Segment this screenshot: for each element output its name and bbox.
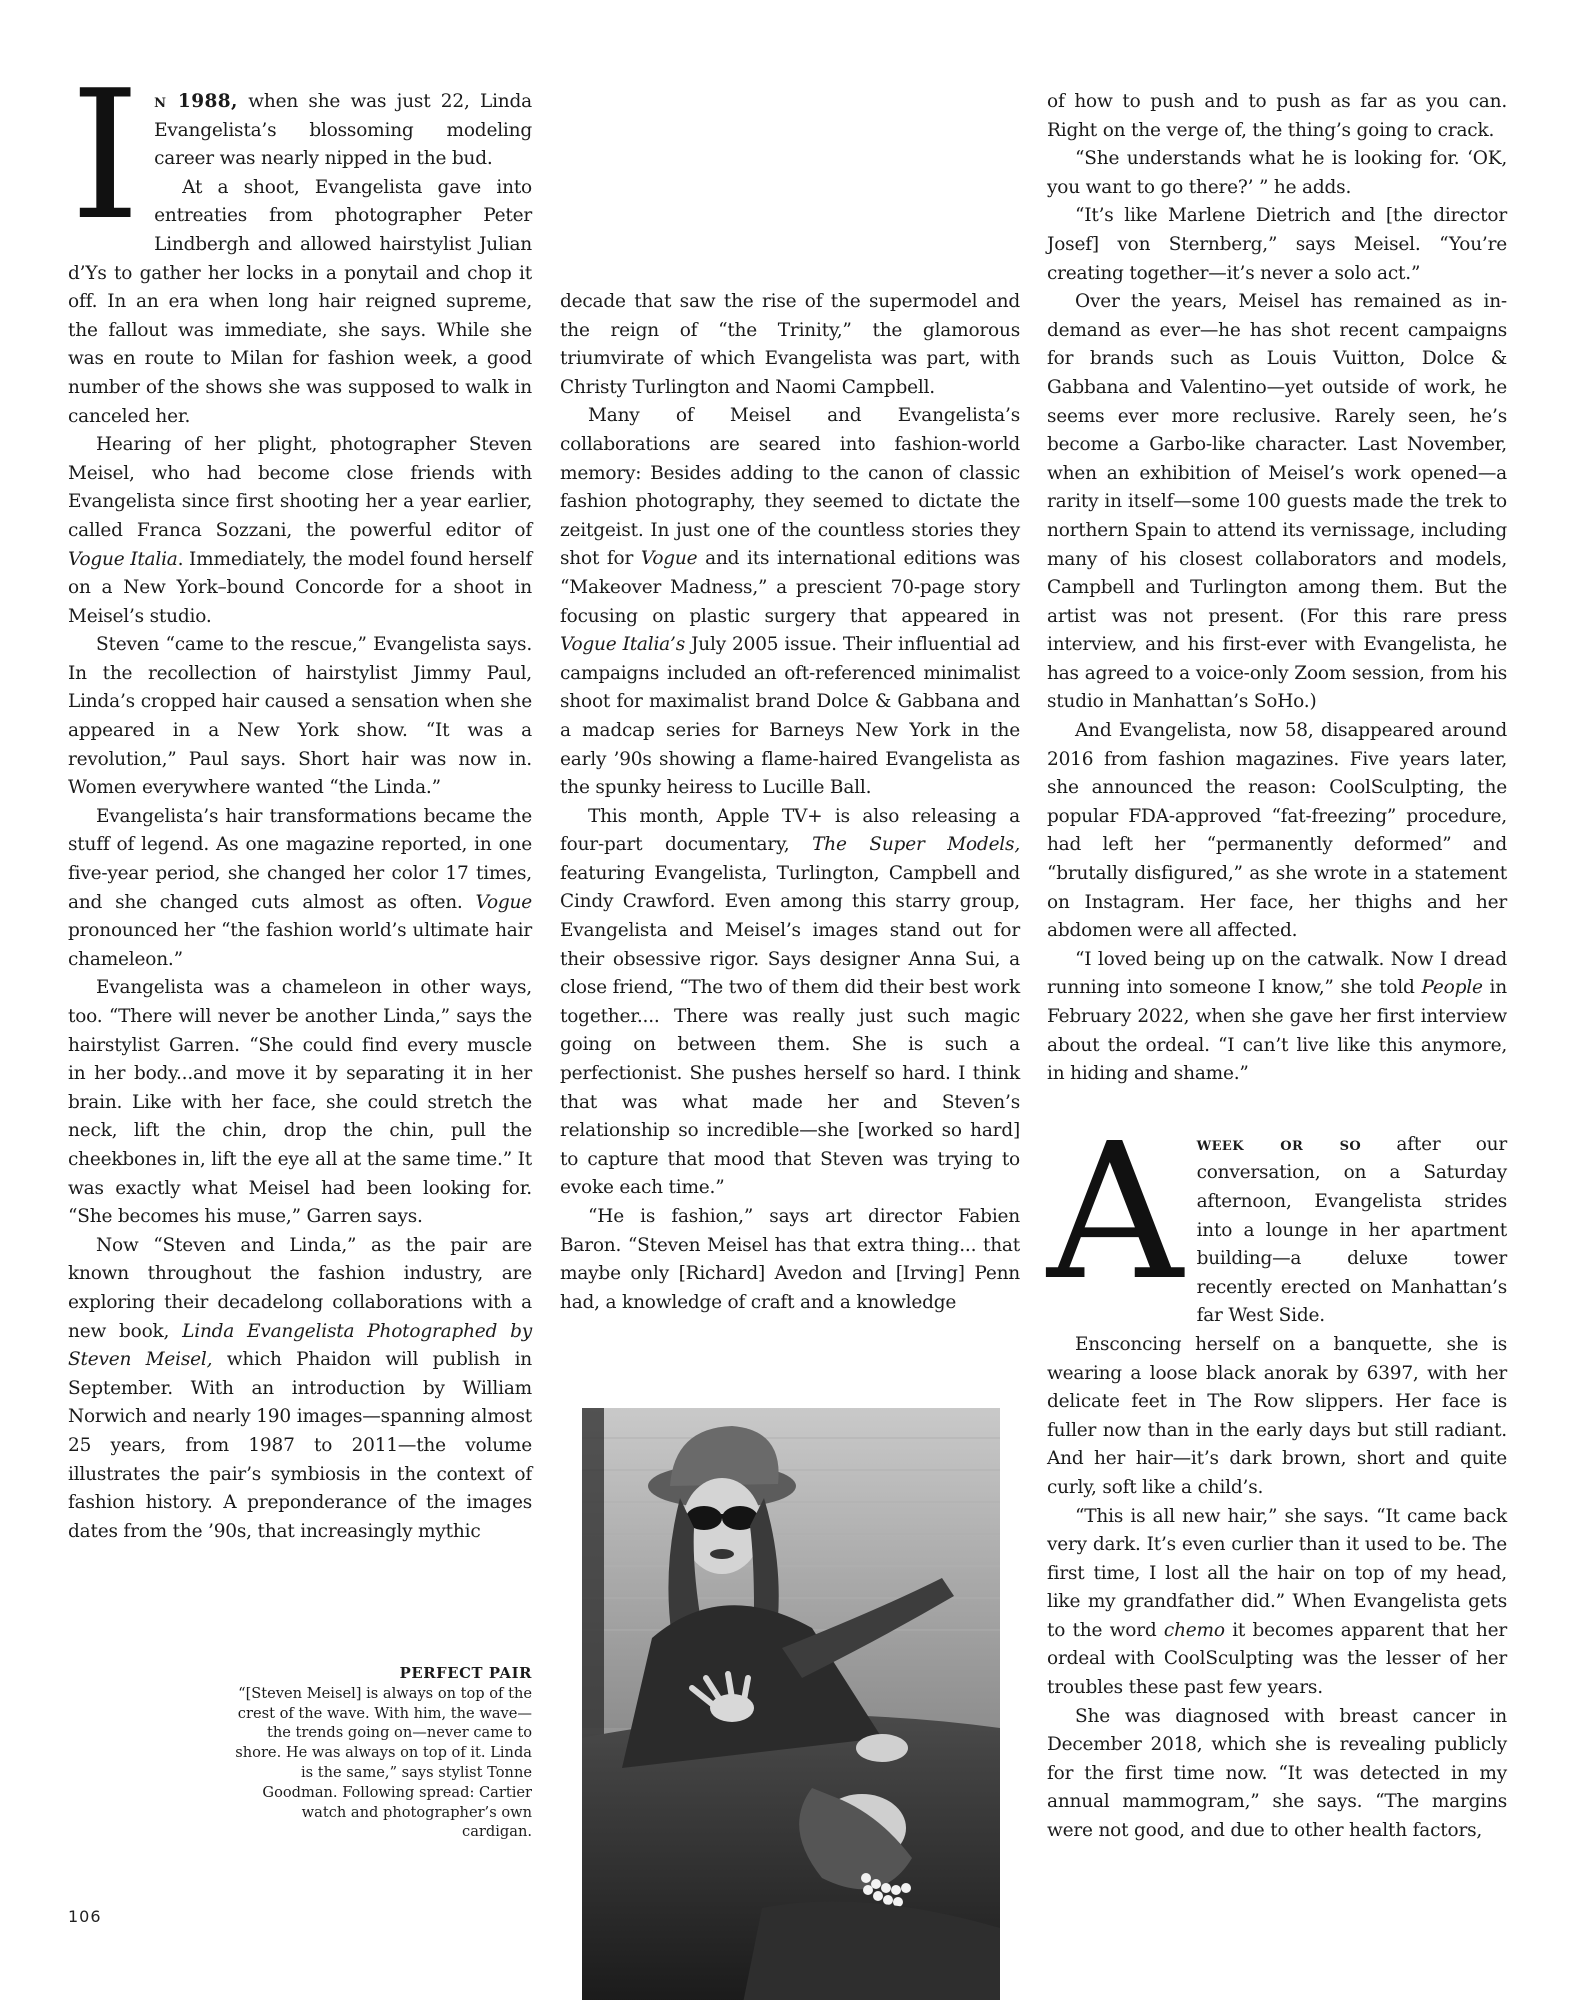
paragraph: At a shoot, Evangelista gave into entreaties from photographer Peter Lindbergh and allowed hairstylist Julian d’Ys to gather her locks in a ponytail and chop it off. In an era when long hair reigned supreme, the fallout was immediate, she says. While she was en route to Milan for fashion week, a good number of the shows she was supposed to walk in canceled her. [68,176,532,427]
caption-text: “[Steven Meisel] is always on top of the crest of the wave. With him, the wave—the trends going on—never came to shore. He was always on top of it. Linda is the same,” says stylist Tonne Goodman. Following spread: Cartier watch and photographer’s own cardigan. [235,1684,532,1841]
paragraph: Now “Steven and Linda,” as the pair are known throughout the fashion industry, are exploring their decadelong collaborations with a new book, Linda Evangelista Photographed by Steven Meisel, which Phaidon will publish in September. With an introduction by William Norwich and nearly 190 images—spanning almost 25 years, from 1987 to 2011—the volume illustrates the pair’s symbiosis in the context of fashion history. A preponderance of the images dates from the ’90s, that increasingly mythic [68,1234,532,1542]
paragraph: “This is all new hair,” she says. “It came back very dark. It’s even curlier than it used to be. The first time, I lost all the hair on top of my head, like my grandfather did.” When Evangelista gets to the word chemo it becomes apparent that her ordeal with CoolSculpting was the lesser of her troubles these past few years. [1047,1505,1507,1699]
paragraph: “He is fashion,” says art director Fabien Baron. “Steven Meisel has that extra thing... that maybe only [Richard] Avedon and [Irving] Penn had, a knowledge of craft and a knowledge [560,1206,1020,1313]
drop-cap-a: A [1047,1102,1183,1322]
photo-portrait [582,1408,1000,2000]
paragraph-text: when she was just 22, Linda Evangelista’s blossoming modeling career was nearly nipped in the bud. [154,91,532,170]
paragraph: And Evangelista, now 58, disappeared around 2016 from fashion magazines. Five years later, she announced the reason: CoolSculpting, the popular FDA-approved “fat-freezing” procedure, had left her “permanently deformed” and “brutally disfigured,” as she wrote in a statement on Instagram. Her face, her thighs and her abdomen were all affected. [1047,720,1507,942]
paragraph: Many of Meisel and Evangelista’s collaborations are seared into fashion-world memory: Besides adding to the canon of classic fashion photography, they seemed to dictate the zeitgeist. In just one of the countless stories they shot for Vogue and its international editions was “Makeover Madness,” a prescient 70-page story focusing on plastic surgery that appeared in Vogue Italia’s July 2005 issue. Their influential ad campaigns included an oft-referenced minimalist shoot for maximalist brand Dolce & Gabbana and a madcap series for Barneys New York in the early ’90s showing a flame-haired Evangelista as the spunky heiress to Lucille Ball. [560,405,1020,799]
paragraph: Over the years, Meisel has remained as in-demand as ever—he has shot recent campaigns for brands such as Louis Vuitton, Dolce & Gabbana and Valentino—yet outside of work, he seems ever more reclusive. Rarely seen, he’s become a Garbo-like character. Last November, when an exhibition of Meisel’s work opened—a rarity in itself—some 100 guests made the trek to northern Spain to attend its vernissage, including many of his closest collaborators and models, Campbell and Turlington among them. But the artist was not present. (For this rare press interview, and his first-ever with Evangelista, he has agreed to a voice-only Zoom session, from his studio in Manhattan’s SoHo.) [1047,291,1507,713]
caption-title: PERFECT PAIR [399,1665,532,1682]
paragraph: This month, Apple TV+ is also releasing a four-part documentary, The Super Models, featuring Evangelista, Turlington, Campbell and Cindy Crawford. Even among this starry group, Evangelista and Meisel’s images stand out for their obsessive rigor. Says designer Anna Sui, a close friend, “The two of them did their best work together.... There was really just such magic going on between them. She is such a perfectionist. She pushes herself so hard. I think that was what made her and Steven’s relationship so incredible—she [worked so hard] to capture that mood that Steven was trying to evoke each time.” [560,805,1021,1199]
paragraph: Aweek or so after our conversation, on a Saturday afternoon, Evangelista strides into a lounge in her apartment building—a deluxe tower recently erected on Manhattan’s far West Side. [1047,1102,1507,1327]
photo-caption [228,1664,532,1842]
paragraph: Evangelista’s hair transformations became the stuff of legend. As one magazine reported, in one five-year period, she changed her color 17 times, and she changed cuts almost as often. Vogue pronounced her “the fashion world’s ultimate hair chameleon.” [68,805,532,970]
article-column-1 [68,52,533,1546]
lead-in: n 1988, [154,91,238,112]
page-number: 106 [68,1907,102,1926]
paragraph: Steven “came to the rescue,” Evangelista says. In the recollection of hairstylist Jimmy Paul, Linda’s cropped hair caused a sensation when she appeared in a New York show. “It was a revolution,” Paul says. Short hair was now in. Women everywhere wanted “the Linda.” [68,634,532,799]
paragraph [68,52,532,259]
paragraph: She was diagnosed with breast cancer in December 2018, which she is revealing publicly for the first time now. “It was detected in my annual mammogram,” she says. “The margins were not good, and due to other health factors, [1047,1705,1507,1842]
article-column-2 [560,288,1020,1317]
paragraph: “It’s like Marlene Dietrich and [the director Josef] von Sternberg,” says Meisel. “You’re creating together—it’s never a solo act.” [1047,205,1507,284]
lead-in: week or so [1196,1133,1362,1155]
paragraph: of how to push and to push as far as you can. Right on the verge of, the thing’s going to crack. [1047,91,1507,141]
photo-illustration [582,1408,1000,2000]
paragraph: “I loved being up on the catwalk. Now I dread running into someone I know,” she told People in February 2022, when she gave her first interview about the ordeal. “I can’t live like this anymore, in hiding and shame.” [1047,948,1507,1085]
paragraph: “She understands what he is looking for. ‘OK, you want to go there?’ ” he adds. [1047,148,1507,198]
paragraph: Hearing of her plight, photographer Steven Meisel, who had become close friends with Evangelista since first shooting her a year earlier, called Franca Sozzani, the powerful editor of Vogue Italia. Immediately, the model found herself on a New York–bound Concorde for a shoot in Meisel’s studio. [68,434,533,627]
paragraph: Evangelista was a chameleon in other ways, too. “There will never be another Linda,” says the hairstylist Garren. “She could find every muscle in her body...and move it by separating it in her brain. Like with her face, she could stretch the neck, lift the chin, drop the chin, pull the cheekbones in, lift the eye all at the same time.” It was exactly what Meisel had been looking for. “She becomes his muse,” Garren says. [68,977,532,1228]
paragraph: Ensconcing herself on a banquette, she is wearing a loose black anorak by 6397, with her delicate feet in The Row slippers. Her face is fuller now than in the early days but still radiant. And her hair—it’s dark brown, short and quite curly, soft like a child’s. [1047,1333,1507,1498]
article-column-3 [1047,88,1507,1846]
paragraph: decade that saw the rise of the supermodel and the reign of “the Trinity,” the glamorous triumvirate of which Evangelista was part, with Christy Turlington and Naomi Campbell. [560,291,1020,398]
drop-cap-i: I [70,52,141,259]
